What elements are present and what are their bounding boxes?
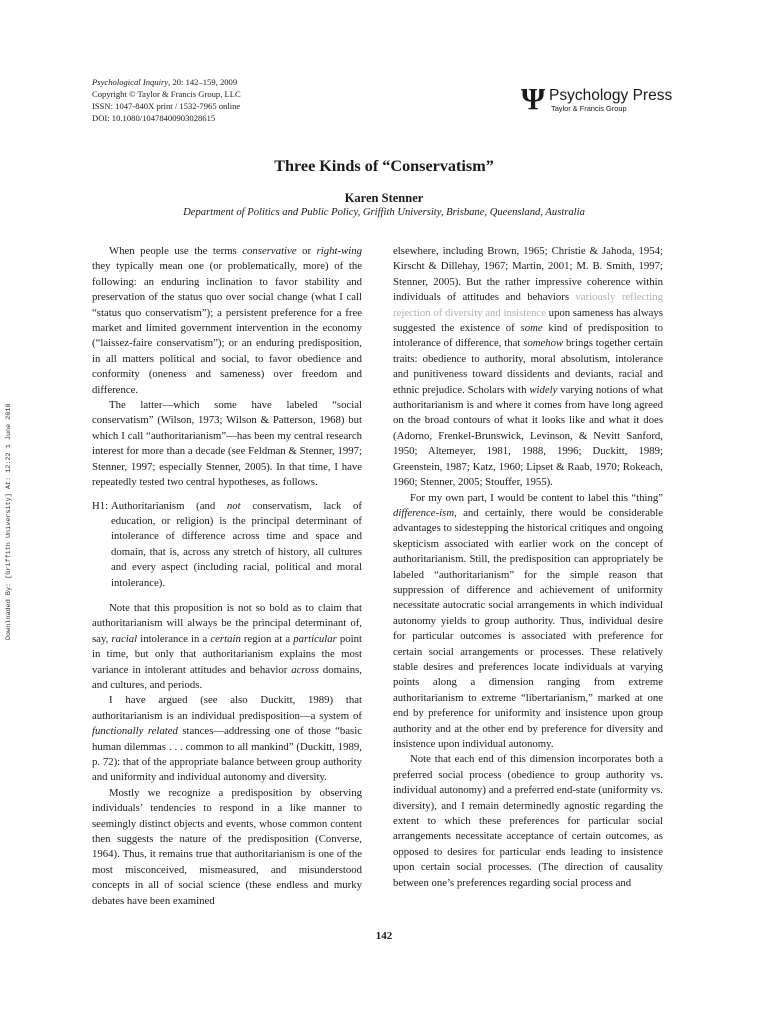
faded-text: variously reflecting rejection of diversity and insistence <box>393 291 664 319</box>
paragraph: I have argued (see also Duckitt, 1989) that authoritarianism is an individual predisposition—a system of functionally related stances—addressing one of those “basic human dilemmas . . . common to all mankind” (Duckitt, 1989, p. 72): that of the appropriate balance between group authority and uniformity and individual autonomy and diversity. <box>92 694 363 784</box>
download-watermark: Downloaded By: [Griffith University] At: 12:22 1 June 2010 <box>5 403 13 640</box>
copyright-line: Copyright © Taylor & Francis Group, LLC <box>92 89 241 99</box>
paragraph: Mostly we recognize a predisposition by observing individuals’ tendencies to respond in a like manner to seemingly distinct objects and events, whose common content then suggests the nature of the predisposition (Converse, 1964). Thus, it remains true that authoritarianism is one of the most misconceived, mismeasured, and misunderstood concepts in all of social science (these endless and murky debates have been examined <box>92 786 362 907</box>
paragraph: Note that this proposition is not so bold as to claim that authoritarianism will always be the principal determinant of, say, racial intolerance in a certain region at a particular point in time, but only that authoritarianism explains the most variance in intolerant attitudes and behavior across domains, and cultures, and periods. <box>92 601 363 691</box>
issn-line: ISSN: 1047-840X print / 1532-7965 online <box>92 101 241 111</box>
paragraph: For my own part, I would be content to label this “thing” difference-ism, and certainly, there would be considerable advantages to sidestepping the historical critiques and ongoing skepticism associated with earlier work on the concept of authoritarianism. Still, the predisposition can appropriately be labeled “authoritarianism” for the simple reason that suppression of difference and achievement of uniformity necessitate autocratic social arrangements in which individual autonomy yields to group authority. Thus, individual desire for particular outcomes is associated with preference for certain social arrangements or processes. These relatively stable desires and preferences locate individuals at varying points along a dimension ranging from extreme authoritarianism to extreme “libertarianism,” marked at one end by preference for uniformity and insistence upon group authority and at the other end by preference for diversity and insistence upon individual autonomy. <box>393 491 663 750</box>
article-meta <box>92 76 241 124</box>
author-affiliation: Department of Politics and Public Policy, Griffith University, Brisbane, Queensland, Australia <box>183 207 585 218</box>
paragraph: When people use the terms conservative or right-wing they typically mean one (or problematically, more) of the following: an enduring inclination to favor stability and preservation of the status quo over social change (what I call “status quo conservatism”); a persistent preference for a free market and limited government intervention in the economy (“laissez-faire conservatism”); or an enduring predisposition, in all matters political and social, to favor obedience and conformity (oneness and sameness) over freedom and difference. <box>92 245 362 396</box>
article-author: Karen Stenner <box>344 191 424 205</box>
right-column <box>393 244 663 891</box>
journal-name: Psychological Inquiry <box>92 77 169 87</box>
hypothesis-label: H1: <box>92 499 109 512</box>
article-title: Three Kinds of “Conservatism” <box>274 157 494 175</box>
journal-volume: , 20: 142–159, 2009 <box>168 77 238 87</box>
paragraph: Note that each end of this dimension incorporates both a preferred social process (obedience to group authority vs. individual autonomy) and a preferred end-state (uniformity vs. diversity), and I remain determinedly agnostic regarding the extent to which these preferences for particular social arrangements necessitate acceptance of certain outcomes, as opposed to desires for particular ends leading to insistence upon certain social processes. (The direction of causality between one’s preferences regarding social process and <box>393 753 663 889</box>
doi-line: DOI: 10.1080/10478400903028615 <box>92 113 216 123</box>
journal-citation <box>92 76 241 88</box>
left-column <box>92 244 362 909</box>
paragraph: The latter—which some have labeled “social conservatism” (Wilson, 1973; Wilson & Patterson, 1968) but which I call “authoritarianism”—has been my central research interest for more than a decade (see Feldman & Stenner, 1997; Stenner, 1997; especially Stenner, 2005). In that time, I have repeatedly tested two central hypotheses, as follows. <box>92 399 362 489</box>
paragraph: elsewhere, including Brown, 1965; Christie & Jahoda, 1954; Kirscht & Dillehay, 1967; Martin, 2001; M. B. Smith, 1997; Stenner, 2005). But the rather impressive coherence within individuals of attitudes and behaviors variously reflecting rejection of diversity and insistence upon sameness has always suggested the existence of some kind of predisposition to intolerance of difference, that somehow brings together certain traits: obedience to authority, moral absolutism, intolerance and punitiveness toward dissidents and deviants, racial and ethnic prejudice. Scholars with widely varying notions of what authoritarianism is and where it comes from have long agreed on the broad contours of what it looks like and what it does (Adorno, Frenkel-Brunswick, Levinson, & Nevitt Sanford, 1950; Altemeyer, 1981, 1988, 1996; Duckitt, 1989; Greenstein, 1987; Katz, 1960; Lipset & Raab, 1970; Rokeach, 1960; Stenner, 2005; Stouffer, 1955). <box>393 245 664 489</box>
psi-logo-icon: Ψ <box>521 81 546 116</box>
publisher-group: Taylor & Francis Group <box>551 104 627 113</box>
publisher-name: Psychology Press <box>549 87 673 104</box>
page-number: 142 <box>375 930 393 942</box>
publisher-logo <box>521 81 691 118</box>
hypothesis-h1: H1: Authoritarianism (and not conservatism, lack of education, or religion) is the principal determinant of intolerance of difference across time and space and domain, that is, across any stretch of history, all cultures and every aspect (including racial, political and moral intolerance). <box>92 499 362 589</box>
